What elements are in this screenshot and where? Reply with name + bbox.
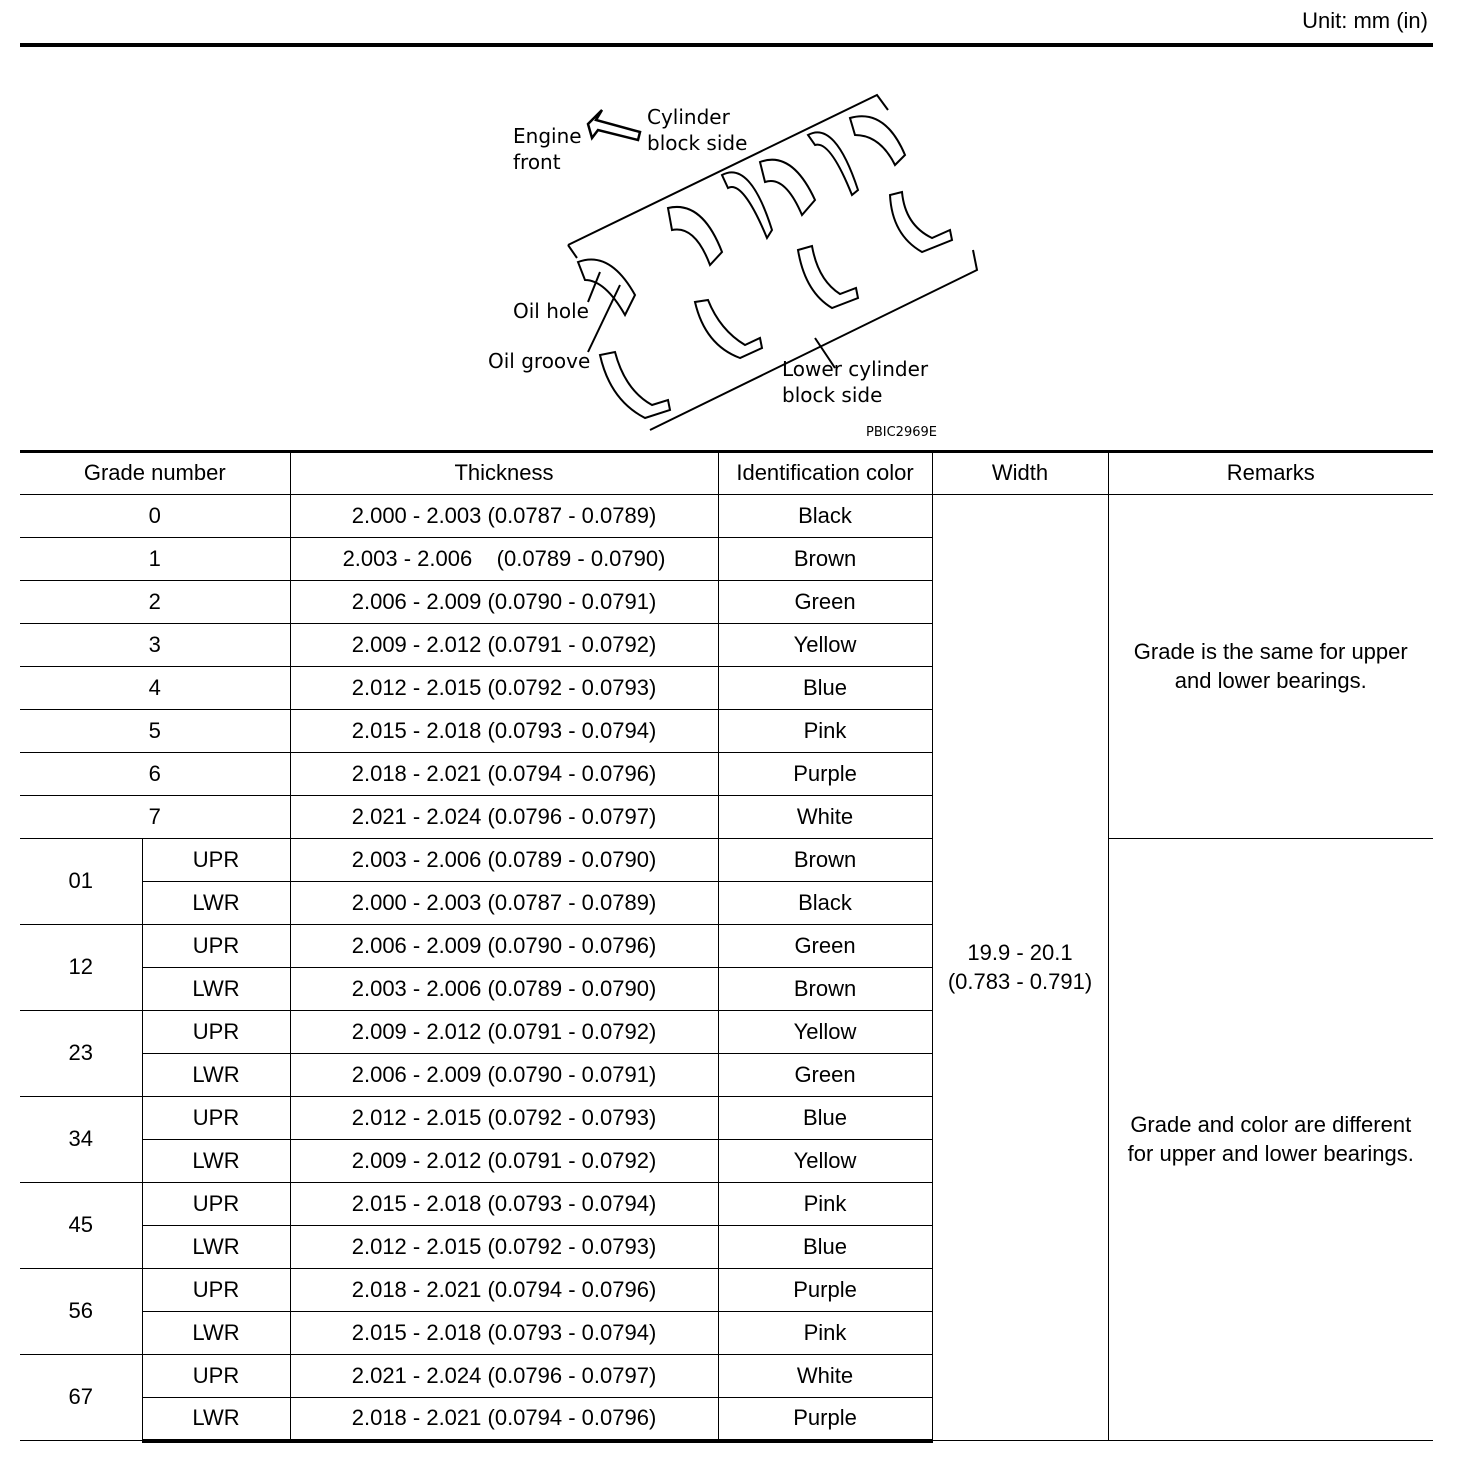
pair-grade-cell: 23 bbox=[20, 1011, 142, 1097]
pair-grade-cell: 67 bbox=[20, 1355, 142, 1441]
width-mm: 19.9 - 20.1 bbox=[967, 939, 1073, 965]
grade-cell: 5 bbox=[20, 710, 290, 753]
top-rule bbox=[20, 43, 1433, 47]
grade-cell: 0 bbox=[20, 495, 290, 538]
thickness-cell: 2.012 - 2.015 (0.0792 - 0.0793) bbox=[290, 1097, 718, 1140]
grade-cell: 4 bbox=[20, 667, 290, 710]
label-engine-front-1: Engine bbox=[513, 124, 582, 148]
thickness-cell: 2.000 - 2.003 (0.0787 - 0.0789) bbox=[290, 495, 718, 538]
remarks-different-line1: Grade and color are different bbox=[1130, 1111, 1412, 1137]
position-cell: LWR bbox=[142, 1140, 290, 1183]
thickness-cell: 2.003 - 2.006 (0.0789 - 0.0790) bbox=[290, 538, 718, 581]
oil-groove-leader bbox=[588, 285, 620, 352]
thickness-cell: 2.021 - 2.024 (0.0796 - 0.0797) bbox=[290, 796, 718, 839]
engine-front-arrow bbox=[588, 110, 640, 140]
color-cell: Pink bbox=[718, 710, 932, 753]
color-cell: Yellow bbox=[718, 1011, 932, 1054]
position-cell: LWR bbox=[142, 1226, 290, 1269]
remarks-same-cell bbox=[1108, 495, 1433, 839]
pair-grade-cell: 45 bbox=[20, 1183, 142, 1269]
table-row bbox=[20, 495, 1433, 538]
color-cell: Purple bbox=[718, 1269, 932, 1312]
width-in: (0.783 - 0.791) bbox=[947, 968, 1093, 994]
thickness-cell: 2.009 - 2.012 (0.0791 - 0.0792) bbox=[290, 1011, 718, 1054]
thickness-cell: 2.006 - 2.009 (0.0790 - 0.0791) bbox=[290, 1054, 718, 1097]
label-engine-front-2: front bbox=[513, 150, 561, 174]
grade-cell: 3 bbox=[20, 624, 290, 667]
color-cell: Blue bbox=[718, 1226, 932, 1269]
lower-bearings bbox=[600, 192, 952, 418]
color-cell: Brown bbox=[718, 968, 932, 1011]
label-oil-groove: Oil groove bbox=[488, 349, 591, 373]
thickness-cell: 2.012 - 2.015 (0.0792 - 0.0793) bbox=[290, 1226, 718, 1269]
bearing-illustration bbox=[440, 80, 1000, 450]
pair-grade-cell: 01 bbox=[20, 839, 142, 925]
label-cylinder-block-1: Cylinder bbox=[647, 105, 730, 129]
header-thickness: Thickness bbox=[290, 452, 718, 495]
position-cell: UPR bbox=[142, 1269, 290, 1312]
color-cell: Blue bbox=[718, 667, 932, 710]
position-cell: UPR bbox=[142, 1355, 290, 1398]
table-row bbox=[20, 839, 1433, 882]
position-cell: UPR bbox=[142, 1097, 290, 1140]
label-lower-cylinder-1: Lower cylinder bbox=[782, 357, 929, 381]
thickness-cell: 2.015 - 2.018 (0.0793 - 0.0794) bbox=[290, 1312, 718, 1355]
color-cell: Green bbox=[718, 925, 932, 968]
thickness-cell: 2.015 - 2.018 (0.0793 - 0.0794) bbox=[290, 1183, 718, 1226]
color-cell: White bbox=[718, 796, 932, 839]
position-cell: UPR bbox=[142, 1183, 290, 1226]
thickness-cell: 2.021 - 2.024 (0.0796 - 0.0797) bbox=[290, 1355, 718, 1398]
unit-label: Unit: mm (in) bbox=[1302, 8, 1428, 33]
header-width: Width bbox=[932, 452, 1108, 495]
pair-grade-cell: 12 bbox=[20, 925, 142, 1011]
pair-grade-cell: 34 bbox=[20, 1097, 142, 1183]
width-cell bbox=[932, 495, 1108, 1441]
header-grade: Grade number bbox=[20, 452, 290, 495]
thickness-cell: 2.006 - 2.009 (0.0790 - 0.0791) bbox=[290, 581, 718, 624]
grade-cell: 7 bbox=[20, 796, 290, 839]
header-remarks: Remarks bbox=[1108, 452, 1433, 495]
grade-cell: 6 bbox=[20, 753, 290, 796]
header-color: Identification color bbox=[718, 452, 932, 495]
position-cell: LWR bbox=[142, 968, 290, 1011]
color-cell: Purple bbox=[718, 1398, 932, 1441]
thickness-cell: 2.009 - 2.012 (0.0791 - 0.0792) bbox=[290, 1140, 718, 1183]
color-cell: Green bbox=[718, 1054, 932, 1097]
position-cell: UPR bbox=[142, 925, 290, 968]
label-lower-cylinder-2: block side bbox=[782, 383, 883, 407]
oil-hole-leader bbox=[588, 272, 600, 302]
color-cell: Purple bbox=[718, 753, 932, 796]
position-cell: LWR bbox=[142, 1312, 290, 1355]
color-cell: Blue bbox=[718, 1097, 932, 1140]
thickness-cell: 2.018 - 2.021 (0.0794 - 0.0796) bbox=[290, 1398, 718, 1441]
grade-cell: 1 bbox=[20, 538, 290, 581]
grade-cell: 2 bbox=[20, 581, 290, 624]
remarks-same-line1: Grade is the same for upper bbox=[1133, 638, 1408, 664]
thickness-cell: 2.012 - 2.015 (0.0792 - 0.0793) bbox=[290, 667, 718, 710]
position-cell: LWR bbox=[142, 1398, 290, 1441]
thickness-cell: 2.018 - 2.021 (0.0794 - 0.0796) bbox=[290, 753, 718, 796]
color-cell: Pink bbox=[718, 1183, 932, 1226]
color-cell: Black bbox=[718, 882, 932, 925]
color-cell: Pink bbox=[718, 1312, 932, 1355]
thickness-cell: 2.003 - 2.006 (0.0789 - 0.0790) bbox=[290, 968, 718, 1011]
position-cell: UPR bbox=[142, 839, 290, 882]
thickness-cell: 2.015 - 2.018 (0.0793 - 0.0794) bbox=[290, 710, 718, 753]
color-cell: Yellow bbox=[718, 1140, 932, 1183]
thickness-cell: 2.009 - 2.012 (0.0791 - 0.0792) bbox=[290, 624, 718, 667]
figure-code: PBIC2969E bbox=[866, 425, 937, 440]
remarks-same-line2: and lower bearings. bbox=[1174, 667, 1367, 693]
position-cell: LWR bbox=[142, 882, 290, 925]
pair-grade-cell: 56 bbox=[20, 1269, 142, 1355]
position-cell: LWR bbox=[142, 1054, 290, 1097]
thickness-cell: 2.006 - 2.009 (0.0790 - 0.0796) bbox=[290, 925, 718, 968]
color-cell: Yellow bbox=[718, 624, 932, 667]
color-cell: Brown bbox=[718, 538, 932, 581]
color-cell: Black bbox=[718, 495, 932, 538]
table-header-row bbox=[20, 452, 1433, 495]
bearing-diagram bbox=[440, 80, 1000, 450]
thickness-cell: 2.000 - 2.003 (0.0787 - 0.0789) bbox=[290, 882, 718, 925]
bearing-grade-table bbox=[20, 450, 1433, 1443]
label-cylinder-block-2: block side bbox=[647, 131, 748, 155]
label-oil-hole: Oil hole bbox=[513, 299, 589, 323]
thickness-cell: 2.003 - 2.006 (0.0789 - 0.0790) bbox=[290, 839, 718, 882]
color-cell: Brown bbox=[718, 839, 932, 882]
color-cell: White bbox=[718, 1355, 932, 1398]
thickness-cell: 2.018 - 2.021 (0.0794 - 0.0796) bbox=[290, 1269, 718, 1312]
position-cell: UPR bbox=[142, 1011, 290, 1054]
remarks-different-cell bbox=[1108, 839, 1433, 1441]
remarks-different-line2: for upper and lower bearings. bbox=[1127, 1140, 1414, 1166]
color-cell: Green bbox=[718, 581, 932, 624]
